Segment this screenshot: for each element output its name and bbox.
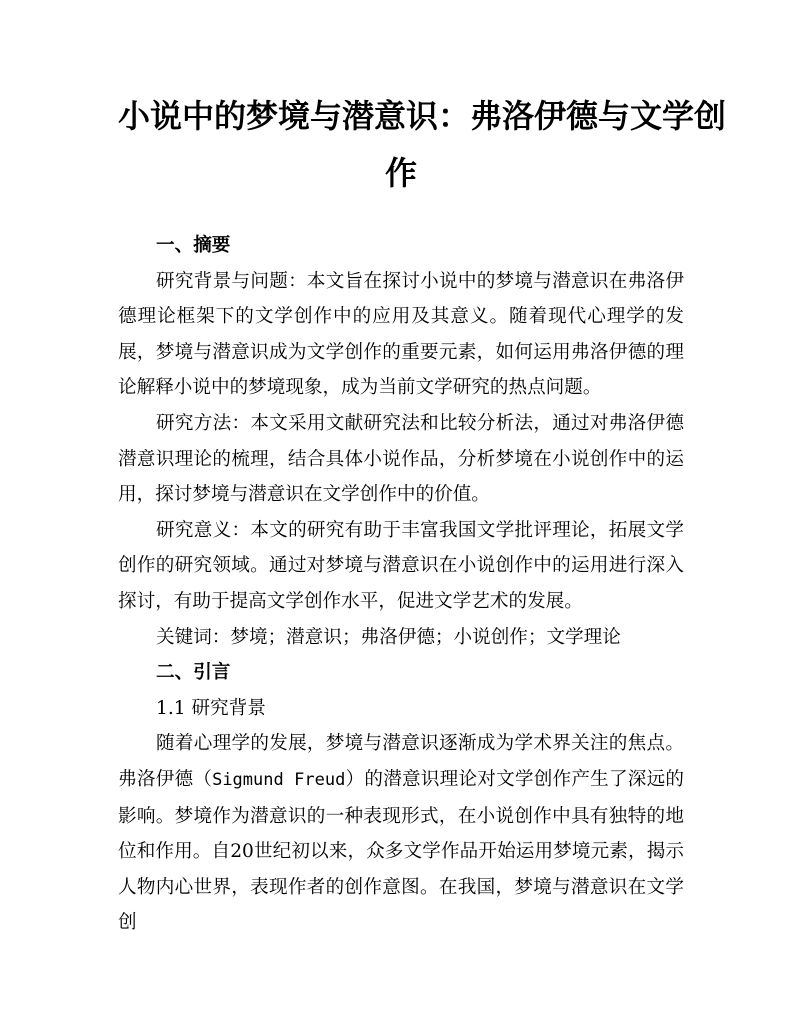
document-page [118,88,727,941]
background-text-part2: ）的潜意识理论对文学创作产生了深远的影响。梦境作为潜意识的一种表现形式，在小说创作中具有独特的地位和作用。自20世纪初以来，众多文学作品开始运用梦境元素，揭示人物内心世界，表现作者的创作意图。在我国，梦境与潜意识在文学创 [118,768,684,934]
title-line-2: 作 [384,154,417,192]
freud-english-name: Sigmund Freud [212,769,346,790]
subsection-heading-background: 1.1 研究背景 [156,697,266,719]
background-text-part1: 随着心理学的发展，梦境与潜意识逐渐成为学术界关注的焦点。弗洛伊德（ [118,733,684,790]
abstract-background-paragraph: 研究背景与问题：本文旨在探讨小说中的梦境与潜意识在弗洛伊德理论框架下的文学创作中的应用及其意义。随着现代心理学的发展，梦境与潜意识成为文学创作的重要元素，如何运用弗洛伊德的理论解释小说中的梦境现象，成为当前文学研究的热点问题。 [118,270,684,399]
document-body [118,228,684,941]
abstract-significance-paragraph: 研究意义：本文的研究有助于丰富我国文学批评理论，拓展文学创作的研究领域。通过对梦境与潜意识在小说创作中的运用进行深入探讨，有助于提高文学创作水平，促进文学艺术的发展。 [118,519,684,612]
abstract-method-paragraph: 研究方法：本文采用文献研究法和比较分析法，通过对弗洛伊德潜意识理论的梳理，结合具体小说作品，分析梦境在小说创作中的运用，探讨梦境与潜意识在文学创作中的价值。 [118,412,684,506]
background-paragraph [118,726,684,941]
keywords-line: 关键词：梦境；潜意识；弗洛伊德；小说创作；文学理论 [156,626,621,648]
section-heading-abstract: 一、摘要 [156,235,231,256]
title-line-1: 小说中的梦境与潜意识：弗洛伊德与文学创 [118,97,727,135]
document-title [118,88,727,202]
section-heading-introduction: 二、引言 [156,662,231,684]
